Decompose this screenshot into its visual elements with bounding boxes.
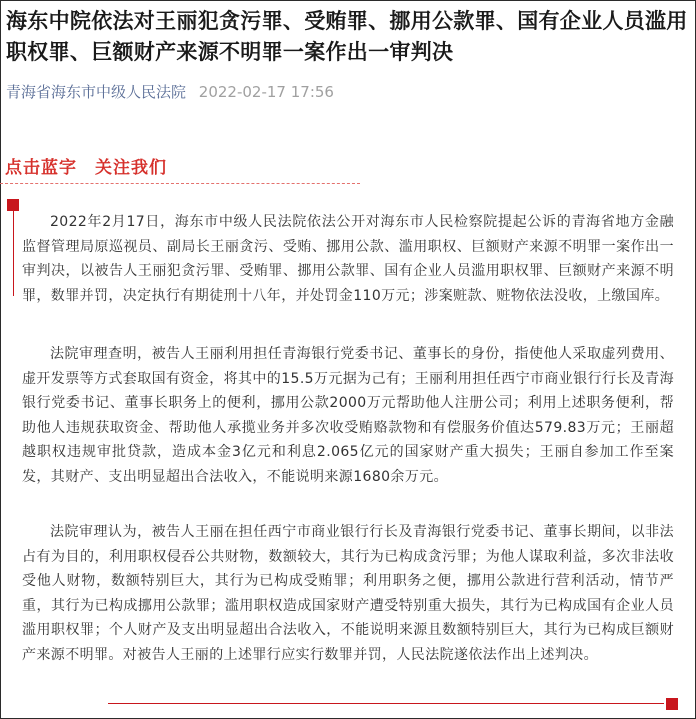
decor-horizontal-line — [108, 703, 664, 704]
follow-text-follow: 关注我们 — [95, 158, 167, 178]
paragraph-2: 法院审理查明，被告人王丽利用担任青海银行党委书记、董事长的身份，指使他人采取虚列费用、虚开发票等方式套取国有资金，将其中的15.5万元据为己有；王丽利用担任西宁市商业银行行长及青海银行党委书记、董事长职务上的便利，挪用公款2000万元帮助他人注册公司；利用上述职务便利，帮助他人违规获取资金、帮助他人承揽业务并多次收受贿赂款物和有偿服务价值达579.83万元；王丽超越职权违规审批贷款，造成本金3亿元和利息2.065亿元的国家财产重大损失；王丽自参加工作至案发，其财产、支出明显超出合法收入，不能说明来源1680余万元。 — [22, 346, 674, 485]
decor-square-bottom — [666, 698, 678, 710]
paragraph-3: 法院审理认为，被告人王丽在担任西宁市商业银行行长及青海银行党委书记、董事长期间，以非法占有为目的，利用职权侵吞公共财物，数额较大，其行为已构成贪污罪；为他人谋取利益，多次非法收受他人财物，数额特别巨大，其行为已构成受贿罪；利用职务之便，挪用公款进行营利活动，情节严重，其行为已构成挪用公款罪；滥用职权造成国家财产遭受特别重大损失，其行为已构成国有企业人员滥用职权罪；个人财产及支出明显超出合法收入，不能说明来源且数额特别巨大，其行为已构成巨额财产来源不明罪。对被告人王丽的上述罪行应实行数罪并罚，人民法院遂依法作出上述判决。 — [22, 524, 674, 663]
source-link[interactable]: 青海省海东市中级人民法院 — [6, 83, 187, 101]
decor-square-top — [7, 199, 19, 211]
follow-banner[interactable] — [5, 157, 167, 179]
decor-vertical-line — [13, 211, 14, 296]
follow-text-click: 点击蓝字 — [5, 158, 77, 178]
paragraph-1: 2022年2月17日，海东市中级人民法院依法公开对海东市人民检察院提起公诉的青海省地方金融监督管理局原巡视员、副局长王丽贪污、受贿、挪用公款、滥用职权、巨额财产来源不明罪一案作出一审判决，以被告人王丽犯贪污罪、受贿罪、挪用公款罪、国有企业人员滥用职权罪、巨额财产来源不明罪，数罪并罚，决定执行有期徒刑十八年，并处罚金110万元；涉案赃款、赃物依法没收，上缴国库。 — [22, 214, 674, 304]
article-meta — [6, 82, 334, 102]
article-title: 海东中院依法对王丽犯贪污罪、受贿罪、挪用公款罪、国有企业人员滥用职权罪、巨额财产来源不明罪一案作出一审判决 — [6, 9, 688, 64]
publish-date: 2022-02-17 17:56 — [198, 83, 334, 101]
follow-divider — [0, 183, 360, 184]
